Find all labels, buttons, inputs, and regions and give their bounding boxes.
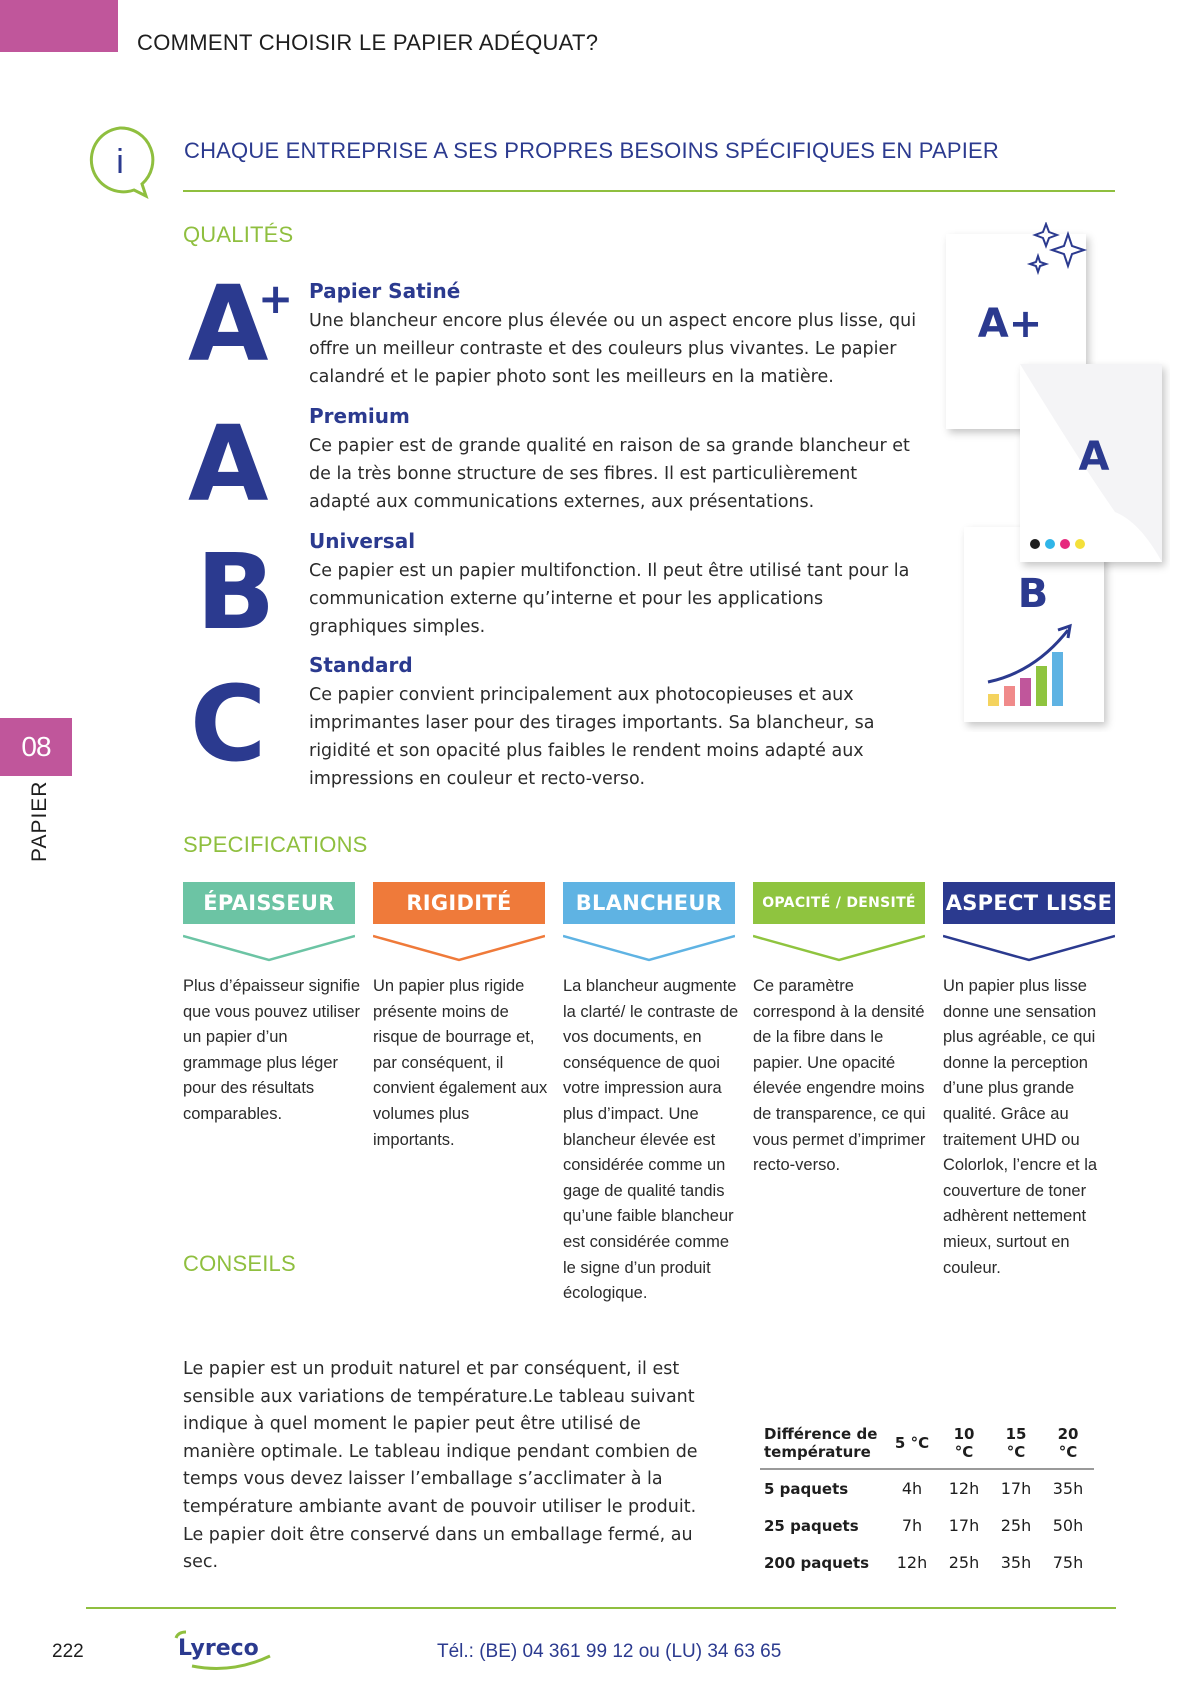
spec-header-blancheur: BLANCHEUR [563, 882, 735, 924]
table-cell: 17h [1000, 1479, 1032, 1498]
quality-desc-standard: Ce papier convient principalement aux photocopieuses et aux imprimantes laser pour des tirages importants. Sa blancheur, sa rigidité et son opacité plus faibles le rendent moins adapté aux impressions en couleur et recto-verso. [309, 685, 875, 789]
table-header-row [760, 1418, 1094, 1469]
grade-plus-sign: + [258, 274, 294, 323]
top-color-tab [0, 0, 118, 52]
paper-grades-illustration [940, 222, 1170, 732]
page-header-title: COMMENT CHOISIR LE PAPIER ADÉQUAT? [137, 30, 599, 55]
lyreco-logo [178, 1636, 259, 1661]
footer-divider [86, 1607, 1116, 1609]
quality-title-standard: Standard [309, 653, 413, 677]
spec-text-opacite: Ce paramètre correspond à la densité de la fibre dans le papier. Une opacité élevée engendre moins de transparence, ce qui vous permet d’imprimer recto-verso. [753, 977, 926, 1175]
spec-header-opacite: OPACITÉ / DENSITÉ [753, 882, 925, 924]
table-cell: 12h [896, 1553, 928, 1572]
spec-chevron-epaisseur [183, 934, 355, 962]
spec-header-rigidite: RIGIDITÉ [373, 882, 545, 924]
quality-title-premium: Premium [309, 404, 410, 428]
quality-title-universal: Universal [309, 529, 416, 553]
spec-text-rigidite: Un papier plus rigide présente moins de risque de bourrage et, par conséquent, il convient également aux volumes plus importants. [373, 977, 548, 1149]
quality-title-satine: Papier Satiné [309, 279, 461, 303]
table-row [760, 1469, 1094, 1507]
conseils-text: Le papier est un produit naturel et par conséquent, il est sensible aux variations de température.Le tableau suivant indique à quel moment le papier peut être utilisé de manière optimale. Le tableau indique pendant combien de temps vous devez laisser l’emballage s’acclimater à la température ambiante avant de pouvoir utiliser le produit. Le papier doit être conservé dans un emballage fermé, au sec. [183, 1359, 698, 1573]
spec-chevron-opacite [753, 934, 925, 962]
table-cell: 35h [1000, 1553, 1032, 1572]
table-col-header: 10 °C [938, 1418, 990, 1469]
info-icon-letter: i [116, 143, 124, 181]
quality-desc-universal: Ce papier est un papier multifonction. Il peut être utilisé tant pour la communication externe qu’interne et pour les applications graphiques simples. [309, 561, 910, 637]
sheet-label-a: A [1078, 434, 1110, 480]
table-cell: 35h [1052, 1479, 1084, 1498]
footer-phone: Tél.: (BE) 04 361 99 12 ou (LU) 34 63 65 [437, 1641, 782, 1662]
table-cell: 25h [948, 1553, 980, 1572]
table-row-label: 25 paquets [764, 1516, 859, 1535]
table-cell: 50h [1052, 1516, 1084, 1535]
quality-desc-premium: Ce papier est de grande qualité en raison de sa grande blancheur et de la très bonne structure de ses fibres. Il est particulièrement adapté aux communications externes, aux présentations. [309, 436, 910, 512]
temperature-table [760, 1418, 1094, 1581]
spec-text-epaisseur: Plus d’épaisseur signifie que vous pouvez utiliser un papier d’un grammage plus léger pour des résultats comparables. [183, 977, 361, 1123]
spec-header-aspect-lisse: ASPECT LISSE [943, 882, 1115, 924]
headline-divider [183, 190, 1115, 192]
table-col-header: 5 °C [886, 1418, 938, 1469]
table-row [760, 1544, 1094, 1581]
table-cell: 17h [948, 1516, 980, 1535]
logo-swoosh-icon [172, 1630, 282, 1672]
info-icon [84, 124, 156, 200]
chapter-number-tab: 08 [0, 718, 72, 776]
table-row-label: 200 paquets [764, 1553, 870, 1572]
qualities-label: QUALITÉS [183, 222, 294, 247]
table-cell: 75h [1052, 1553, 1084, 1572]
grade-letter-b: B [196, 531, 276, 653]
spec-header-epaisseur: ÉPAISSEUR [183, 882, 355, 924]
table-col-header: 15 °C [990, 1418, 1042, 1469]
table-cell: 12h [948, 1479, 980, 1498]
spec-chevron-blancheur [563, 934, 735, 962]
section-headline: CHAQUE ENTREPRISE A SES PROPRES BESOINS SPÉCIFIQUES EN PAPIER [184, 138, 1000, 163]
sheet-label-a-plus: A+ [977, 301, 1043, 347]
page-number: 222 [52, 1641, 84, 1662]
specifications-label: SPECIFICATIONS [183, 832, 368, 857]
grade-letter-a: A [188, 403, 269, 525]
table-row [760, 1507, 1094, 1544]
spec-chevron-rigidite [373, 934, 545, 962]
table-header-label: Différence de température [760, 1418, 886, 1469]
table-row-label: 5 paquets [764, 1479, 849, 1498]
grade-letter-c: C [190, 663, 267, 785]
conseils-label: CONSEILS [183, 1251, 296, 1276]
quality-desc-satine: Une blancheur encore plus élevée ou un aspect encore plus lisse, qui offre un meilleur contraste et des couleurs plus vivantes. Le papier calandré et le papier photo sont les meilleurs en la matière. [309, 311, 917, 387]
sheet-label-b: B [1017, 571, 1049, 617]
table-cell: 7h [901, 1516, 923, 1535]
grade-letter-a-plus: A [188, 263, 269, 385]
spec-text-blancheur: La blancheur augmente la clarté/ le contraste de vos documents, en conséquence de quoi votre impression aura plus d’impact. Une blancheur élevée est considérée comme un gage de qualité tandis qu’une faible blancheur est considérée comme le signe d’un produit écologique. [563, 977, 739, 1303]
table-cell: 25h [1000, 1516, 1032, 1535]
chapter-side-label: PAPIER [28, 780, 51, 862]
table-cell: 4h [901, 1479, 923, 1498]
spec-chevron-aspect-lisse [943, 934, 1115, 962]
spec-text-aspect-lisse: Un papier plus lisse donne une sensation plus agréable, ce qui donne la perception d’une plus grande qualité. Grâce au traitement UHD ou Colorlok, l’encre et la couverture de toner adhèrent nettement mieux, surtout en couleur. [943, 977, 1098, 1277]
logo-wordmark: Lyreco [178, 1636, 259, 1661]
table-col-header: 20 °C [1042, 1418, 1094, 1469]
